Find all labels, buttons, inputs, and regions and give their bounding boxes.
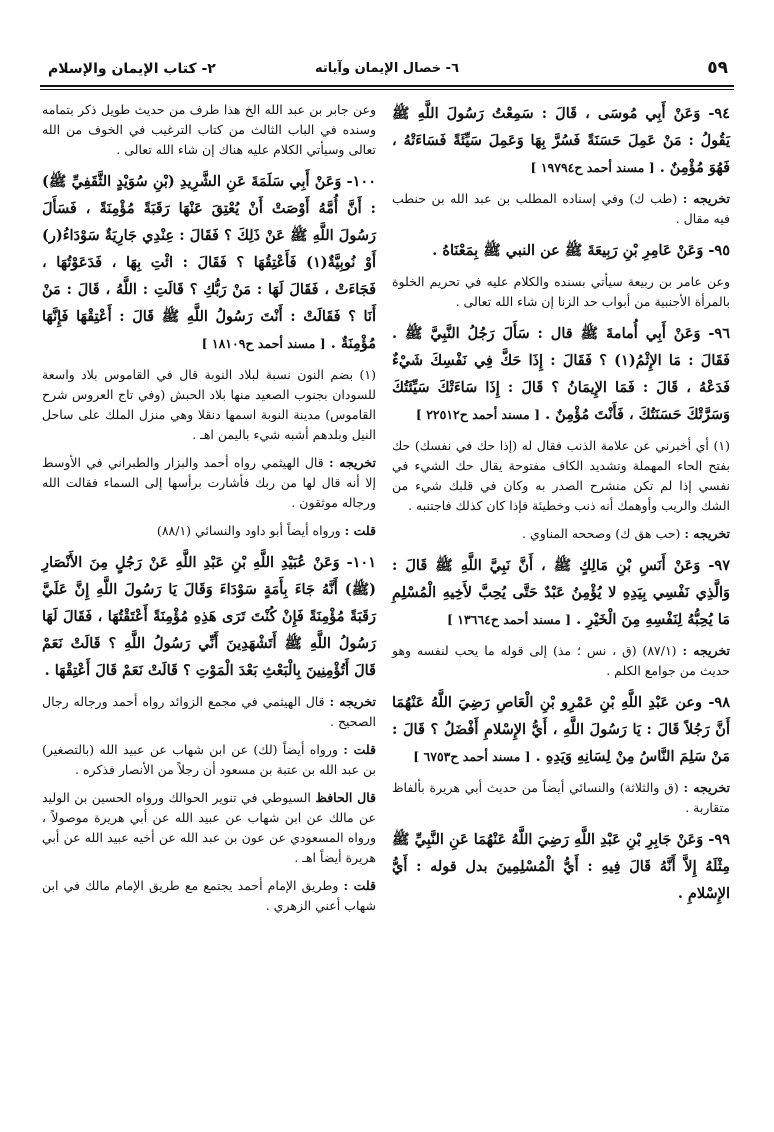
takhrij-note <box>42 692 376 732</box>
takhrij-note <box>42 788 376 868</box>
takhrij-note <box>392 524 730 544</box>
header-rule <box>40 85 734 87</box>
takhrij-note <box>392 641 730 681</box>
hadith-text: ١٠١- وَعَنْ عُبَيْدِ اللَّهِ بْنِ عَبْدِ اللَّهِ عَنْ رَجُلٍ مِنَ الأَنْصَارِ (ﷺ) أَنَّهُ جَاءَ بِأَمَةٍ سَوْدَاءَ وَقَالَ يَا رَسُولَ اللَّهِ إِنَّ عَلَيَّ رَقَبَةً مُؤْمِنَةً فَإِنْ كُنْتَ تَرَى هَذِهِ مُؤْمِنَةً أَعْتَقْتُهَا ، فَقَالَ لَهَا رَسُولُ اللَّهِ ﷺ أَتَشْهَدِينَ أَنِّي رَسُولُ اللَّهِ ؟ قَالَتْ نَعَمْ قَالَ أَتُؤْمِنِينَ بِالْبَعْثِ بَعْدَ الْمَوْتِ ؟ قَالَتْ نَعَمْ قَالَ أَعْتِقْهَا . <box>42 554 376 679</box>
note-text: وعن جابر بن عبد الله الخ هذا طرف من حديث طويل ذكر بتمامه وسنده في الباب الثالث من كتاب الترغيب في الخوف من الله تعالى وسيأتي الكلام عليه هناك إن شاء الله تعالى . <box>42 102 376 157</box>
note-text: قال الهيثمي رواه أحمد والبزار والطبراني في الأوسط إلا أنه قال لها من ربك فأشارت برأسها إلى السماء فقالت الله ورجاله موثقون . <box>42 455 376 510</box>
source-reference: [ مسند أحمد ح٦٧٥٣ ] <box>413 749 531 764</box>
commentary-note <box>392 272 730 312</box>
note-label: تخريجه : <box>682 191 730 206</box>
takhrij-note <box>392 189 730 229</box>
hadith-entry <box>392 320 730 428</box>
hadith-entry <box>392 552 730 633</box>
hadith-entry <box>392 100 730 181</box>
note-text: ورواه أيضاً أبو داود والنسائي (٨٨/١) <box>156 523 341 538</box>
hadith-text: ٩٦- وَعَنْ أَبِي أُمامةَ ﷺ قال : سَأَلَ رَجُلُ النَّبِيَّ ﷺ . فَقَالَ : مَا الإِثْمُ(١) ؟ فَقَالَ : إِذَا حَكَّ فِي نَفْسِكَ شَيْءٌ فَدَعْهُ ، قَالَ : فَمَا الإِيمَانُ ؟ قَالَ : إِذَا سَاءَتْكَ سَيِّئَتُكَ وَسَرَّتْكَ حَسَنَتُكَ ، فَأَنْتَ مُؤْمِنٌ . <box>392 325 731 423</box>
hadith-text: ٩٥- وَعَنْ عَامِرِ بْنِ رَبِيعَةَ ﷺ عن النبي ﷺ بِمَعْنَاهُ . <box>432 242 730 259</box>
hadith-entry <box>42 168 376 357</box>
note-label: قلت : <box>343 742 376 757</box>
hadith-text: ٩٧- وَعَنْ أَنَسِ بْنِ مَالِكٍ ﷺ ، أَنَّ نَبِيَّ اللَّهِ ﷺ قَالَ : وَالَّذِي نَفْسِي بِيَدِهِ لا يُؤْمِنُ عَبْدٌ حَتَّى يُحِبَّ لأَخِيهِ الْمُسْلِمِ مَا يُحِبُّهُ لِنَفْسِهِ مِنَ الْخَيْرِ . <box>392 557 730 628</box>
header-rule-thin <box>40 89 734 90</box>
hadith-text: ٩٨- وعن عَبْدِ اللَّهِ بْنِ عَمْرِو بْنِ الْعَاصِ رَضِيَ اللَّهُ عَنْهُمَا أَنَّ رَجُلاً قَالَ : يَا رَسُولَ اللَّهِ ، أَيُّ الإِسْلامِ أَفْضَلُ ؟ قَالَ : مَنْ سَلِمَ النَّاسُ مِنْ لِسَانِهِ وَيَدِهِ . <box>392 694 730 765</box>
note-text: قال الهيثمي في مجمع الزوائد رواه أحمد ورجاله رجال الصحيح . <box>42 694 376 729</box>
note-label: تخريجه : <box>329 455 376 470</box>
note-label: قلت : <box>344 523 376 538</box>
note-label: قال الحافظ <box>315 790 376 805</box>
hadith-text: ١٠٠- وَعَنْ أَبِي سَلَمَةَ عَنِ الشَّرِيدِ (بْنِ سُوَيْدٍ الثَّقَفِيِّ ﷺ) : أَنَّ أُمَّهُ أَوْصَتْ أَنْ يُعْتِقَ عَنْهَا رَقَبَةً مُؤْمِنَةً ، فَسَأَلَ رَسُولَ اللَّهِ ﷺ عَنْ ذَلِكَ ؟ فَقَالَ : عِنْدِي جَارِيَةٌ سَوْدَاءُ(ر) أَوْ نُوبِيَّةٌ(١) فَأَعْتِقُهَا ؟ فَقَالَ : ائْتِ بِهَا ، فَدَعَوْتُهَا ، فَجَاءَتْ ، فَقَالَ لَهَا : مَنْ رَبُّكِ ؟ قَالَتِ : اللَّهُ ، قَالَ : مَنْ أَنَا ؟ فَقَالَتْ : أَنْتَ رَسُولُ اللَّهِ ﷺ قَالَ : أَعْتِقْهَا فَإِنَّهَا مُؤْمِنَةٌ . <box>42 173 377 352</box>
commentary-note <box>392 436 730 516</box>
takhrij-note <box>42 521 376 541</box>
source-reference: [ مسند أحمد ح١٩٧٩٤ ] <box>530 160 655 175</box>
takhrij-note <box>392 778 730 818</box>
note-text: ورواه أيضاً (لك) عن ابن شهاب عن عبيد الله (بالتصغير) بن عبد الله بن عتبة بن مسعود أن رجلاً من الأنصار فذكره . <box>42 742 376 777</box>
commentary-note <box>42 100 376 160</box>
running-title-center: ٦- خصال الإيمان وآياته <box>314 61 460 76</box>
note-text: (حب هق ك) وصححه المناوي . <box>522 526 681 541</box>
note-text: وعن عامر بن ربيعة سيأتي بسنده والكلام عليه في تحريم الخلوة بالمرأة الأجنبية من أبواب حد الزنا إن شاء الله تعالى . <box>392 274 730 309</box>
note-label: تخريجه : <box>683 780 730 795</box>
takhrij-note <box>42 453 376 513</box>
note-text: (١) بضم النون نسبة لبلاد النوبة قال في القاموس بلاد واسعة للسودان بجنوب الصعيد منها بلاد الحبش (وفي تاج العروس شرح القاموس) مدينة النوبة اسمها دنقلا وهي منزل الملك على ساحل النيل وبلدهم أشبه شيء باليمن اهـ . <box>42 367 376 442</box>
note-text: السيوطي في تنوير الحوالك ورواه الحسين بن الوليد عن مالك عن ابن شهاب عن عبيد الله عن أبي هريرة موصولاً ، ورواه المسعودي عن عون بن عبد الله عن أخيه عبيد الله عن أبي هريرة أيضاً اهـ . <box>42 790 376 865</box>
running-header <box>40 56 734 86</box>
note-text: (ق والثلاثة) والنسائي أيضاً من حديث أبي هريرة بألفاظ متقاربة . <box>392 780 730 815</box>
hadith-entry <box>42 549 376 684</box>
hadith-entry <box>392 689 730 770</box>
note-label: قلت : <box>343 878 376 893</box>
takhrij-note <box>42 876 376 916</box>
left-column <box>42 100 376 924</box>
note-label: تخريجه : <box>329 694 376 709</box>
hadith-text: ٩٤- وَعَنْ أَبِي مُوسَى ، قَالَ : سَمِعْتُ رَسُولَ اللَّهِ ﷺ يَقُولُ : مَنْ عَمِلَ حَسَنَةً فَسُرَّ بِهَا وَعَمِلَ سَيِّئَةً فَسَاءَتْهُ ، فَهُوَ مُؤْمِنٌ . <box>392 105 730 176</box>
note-text: وطريق الإمام أحمد يجتمع مع طريق الإمام مالك في ابن شهاب أعني الزهري . <box>42 878 376 913</box>
hadith-entry <box>392 826 730 907</box>
source-reference: [ مسند أحمد ح١٣٦٦٤ ] <box>447 612 572 627</box>
note-text: (طب ك) وفي إسناده المطلب بن عبد الله بن حنطب فيه مقال . <box>392 191 730 226</box>
note-label: تخريجه : <box>682 643 730 658</box>
source-reference: [ مسند أحمد ح١٨١٠٩ ] <box>201 336 326 351</box>
right-column <box>392 100 730 915</box>
hadith-text: ٩٩- وَعَنْ جَابِرِ بْنِ عَبْدِ اللَّهِ رَضِيَ اللَّهُ عَنْهُمَا عَنِ النَّبِيِّ ﷺ مِثْلَهُ إِلاَّ أَنَّهُ قَالَ فِيهِ : أَيُّ الْمُسْلِمِينَ بدل قوله : أَيُّ الإِسْلامِ . <box>392 831 730 902</box>
running-title-left: ٢- كتاب الإيمان والإسلام <box>48 61 216 77</box>
commentary-note <box>42 365 376 445</box>
source-reference: [ مسند أحمد ح٢٢٥١٢ ] <box>415 407 540 422</box>
note-text: (٨٧/١) (ق ، نس ؛ مذ) إلى قوله ما يحب لنفسه وهو حديث من جوامع الكلم . <box>392 643 730 678</box>
note-text: (١) أي أخبرني عن علامة الذنب فقال له (إذا حك في نفسك) حك بفتح الحاء المهملة وتشديد الكاف مفتوحة يقال حك الشيء في نفسي إذا لم تكن منشرح الصدر به وكان في قلبك شيء من الشك والريب وأوهمك أنه ذنب وخطيئة فإذا كان كذلك فاجتنبه . <box>392 438 730 513</box>
takhrij-note <box>42 740 376 780</box>
hadith-entry <box>392 237 730 264</box>
note-label: تخريجه : <box>684 526 730 541</box>
page-number: ٥٩ <box>707 58 728 78</box>
